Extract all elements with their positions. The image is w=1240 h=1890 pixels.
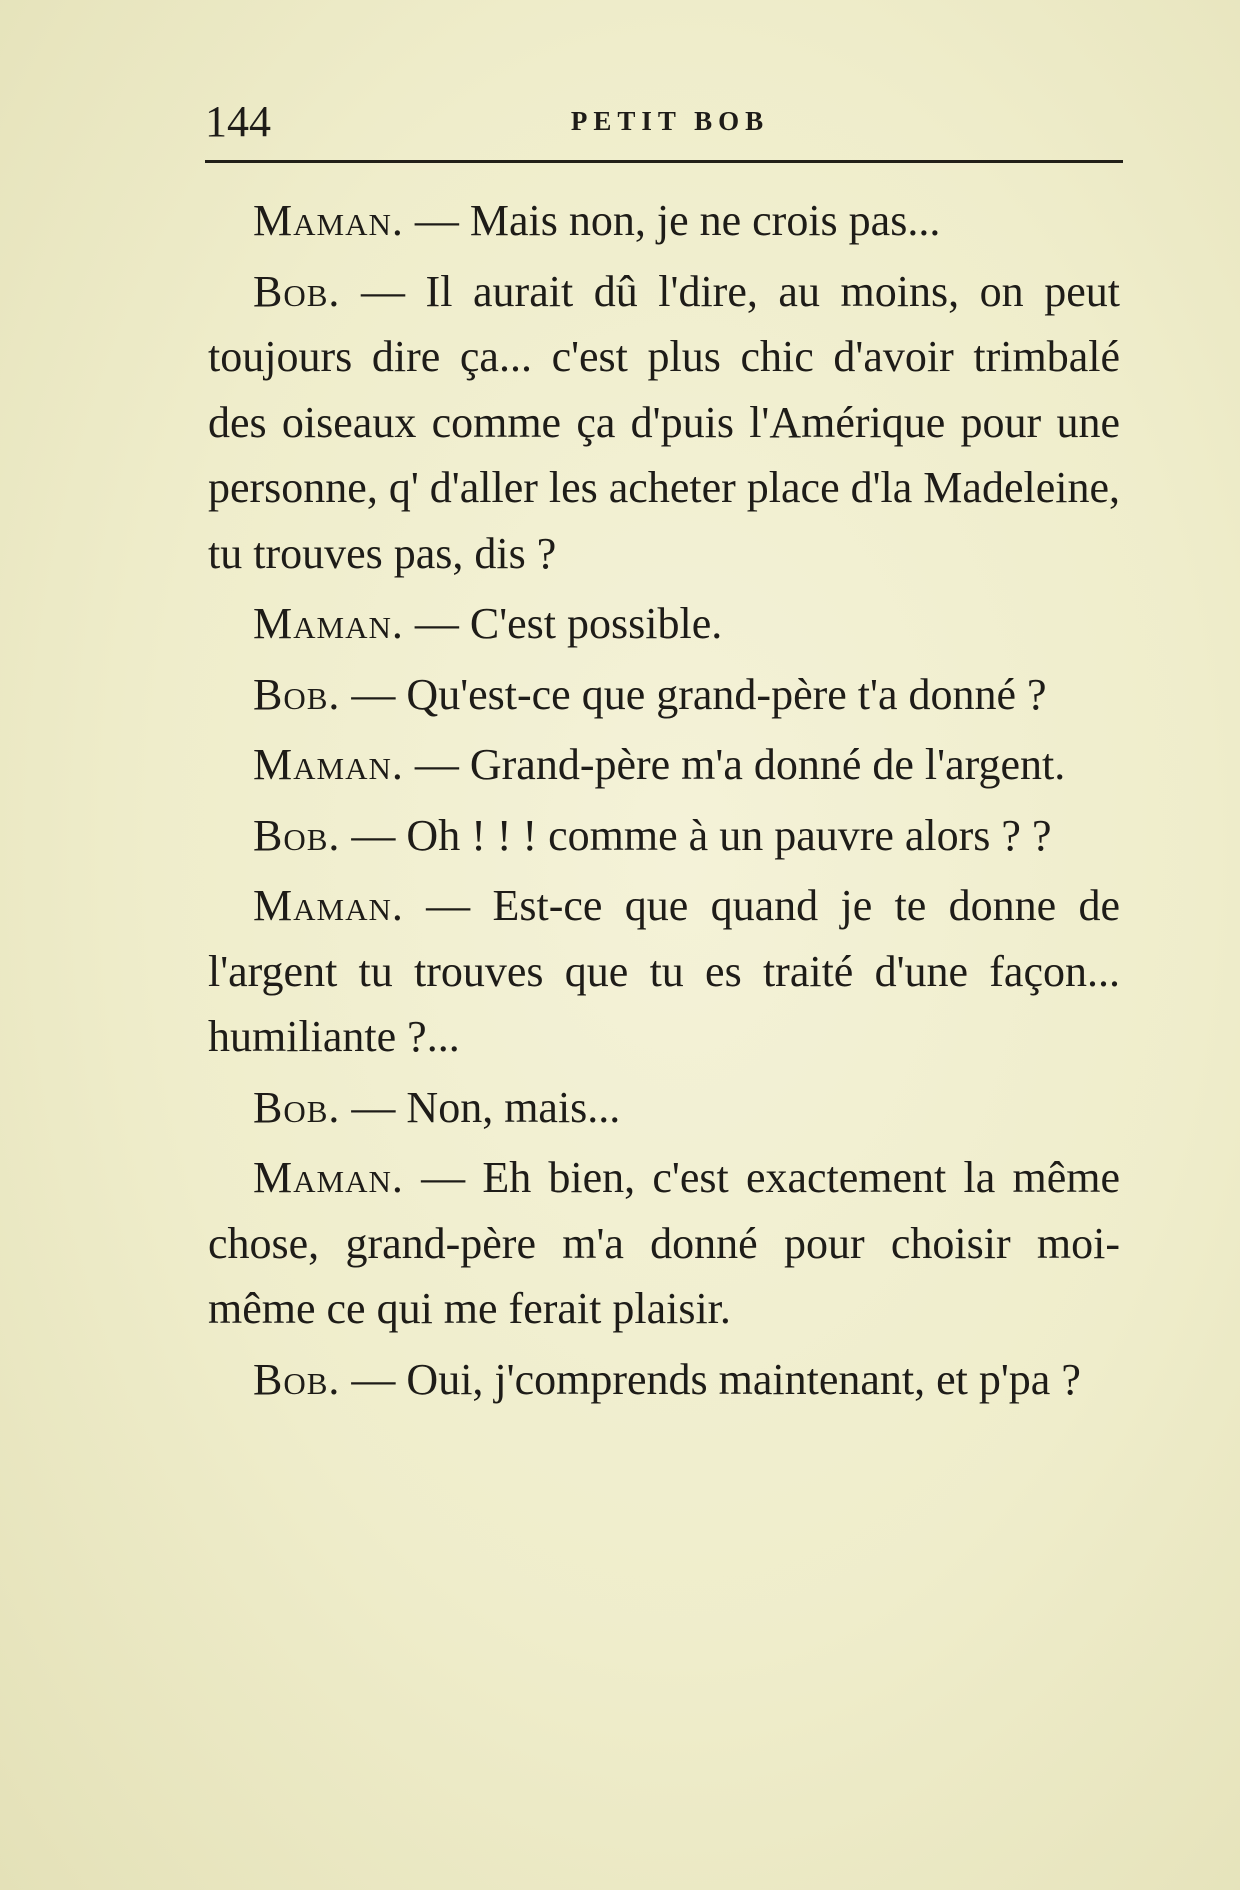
dialogue-paragraph [208, 732, 1120, 798]
dialogue-line: — C'est possible. [403, 599, 723, 648]
dialogue-line: — Mais non, je ne crois pas... [403, 196, 941, 245]
header-rule [205, 160, 1123, 163]
dialogue-line: — Oui, j'comprends maintenant, et p'pa ? [340, 1354, 1081, 1404]
dialogue-paragraph [208, 259, 1120, 587]
dialogue-line: — Grand-père m'a donné de l'argent. [403, 740, 1066, 789]
speaker-name: Bob. [253, 1082, 341, 1132]
dialogue-paragraph [208, 873, 1120, 1070]
dialogue-paragraph [208, 1145, 1120, 1342]
page-number: 144 [205, 97, 271, 146]
dialogue-line: — Non, mais... [340, 1082, 621, 1132]
dialogue-line: — Qu'est-ce que grand-père t'a donné ? [340, 669, 1047, 719]
page-header [205, 92, 1120, 152]
dialogue-paragraph [208, 1347, 1120, 1413]
dialogue-paragraph [208, 591, 1120, 657]
running-title: PETIT BOB [570, 106, 770, 136]
speaker-name: Maman. [253, 196, 404, 245]
speaker-name: Bob. [253, 669, 341, 719]
speaker-name: Bob. [253, 1354, 341, 1404]
dialogue-paragraph [208, 188, 1120, 254]
dialogue-line: — Est-ce que quand je te donne de l'argent tu trouves que tu es traité d'une façon... humiliante ?... [208, 881, 1120, 1061]
dialogue-line: — Oh ! ! ! comme à un pauvre alors ? ? [340, 810, 1052, 860]
dialogue-text [208, 188, 1120, 1417]
dialogue-paragraph [208, 662, 1120, 728]
speaker-name: Maman. [253, 1153, 404, 1202]
dialogue-line: — Eh bien, c'est exactement la même chose, grand-père m'a donné pour choisir moi-même ce qui me ferait plaisir. [208, 1153, 1120, 1333]
speaker-name: Maman. [253, 740, 404, 789]
speaker-name: Maman. [253, 881, 404, 930]
speaker-name: Bob. [253, 266, 341, 316]
speaker-name: Maman. [253, 599, 404, 648]
dialogue-line: — Il aurait dû l'dire, au moins, on peut toujours dire ça... c'est plus chic d'avoir trimbalé des oiseaux comme ça d'puis l'Amérique pour une personne, q' d'aller les acheter place d'la Madeleine, tu trouves pas, dis ? [208, 266, 1120, 578]
dialogue-paragraph [208, 1075, 1120, 1141]
dialogue-paragraph [208, 803, 1120, 869]
speaker-name: Bob. [253, 810, 341, 860]
